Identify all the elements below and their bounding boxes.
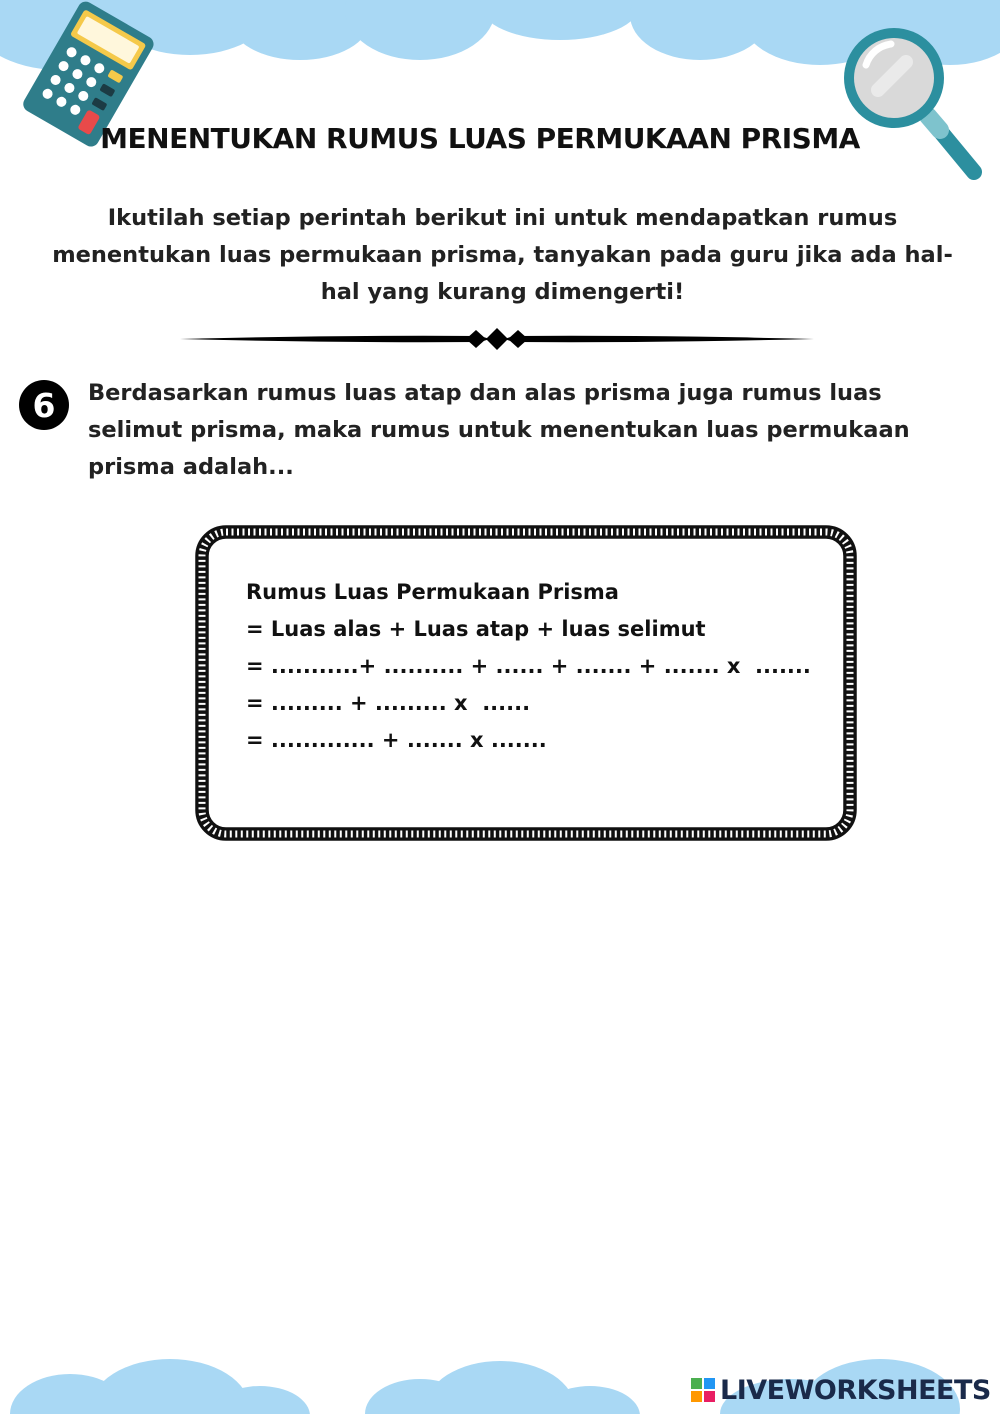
instruction-text: Ikutilah setiap perintah berikut ini untuk mendapatkan rumus menentukan luas permukaan prisma, tanyakan pada guru jika ada hal-hal yang kurang dimengerti! (52, 205, 953, 305)
magnifying-glass-icon (836, 20, 986, 185)
formula-line: = ...........+ .......... + ...... + ....... + ....... x ....... (246, 654, 811, 678)
formula-line: = ......... + ......... x ...... (246, 691, 531, 715)
page-title: MENENTUKAN RUMUS LUAS PERMUKAAN PRISMA (100, 122, 860, 155)
formula-line: = ............. + ....... x ....... (246, 728, 547, 752)
question-text: Berdasarkan rumus luas atap dan alas prisma juga rumus luas selimut prisma, maka rumus untuk menentukan luas permukaan prisma adalah... (88, 380, 910, 480)
question-number-badge: 6 (19, 380, 69, 430)
brand-name: LIVEWORKSHEETS (720, 1374, 991, 1406)
brand-watermark (690, 1372, 991, 1408)
ornamental-divider (180, 324, 814, 354)
formula-line: = Luas alas + Luas atap + luas selimut (246, 617, 706, 641)
formula-content (246, 574, 811, 759)
formula-heading: Rumus Luas Permukaan Prisma (246, 580, 619, 604)
liveworksheets-logo-icon (690, 1377, 716, 1403)
